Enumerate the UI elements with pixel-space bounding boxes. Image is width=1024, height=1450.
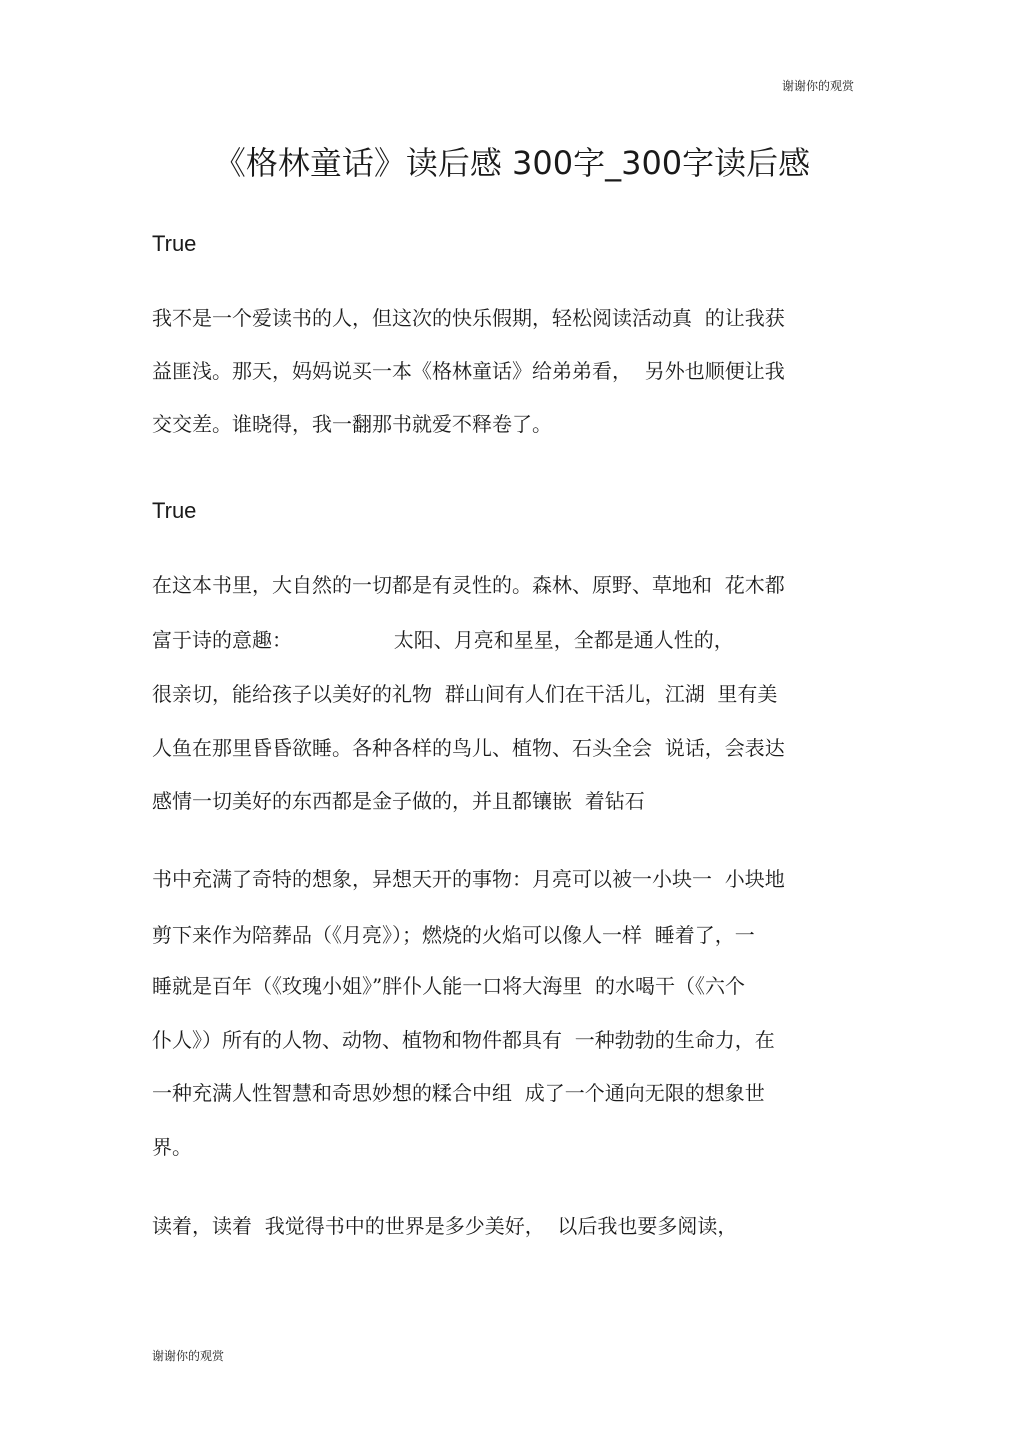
- text-line: 人鱼在那里昏昏欲睡。各种各样的鸟儿、植物、石头全会 说话，会表达: [152, 736, 785, 760]
- text-line: 书中充满了奇特的想象，异想天开的事物：月亮可以被一小块一 小块地: [152, 867, 785, 891]
- text-line: 感情一切美好的东西都是金子做的，并且都镶嵌 着钻石: [152, 789, 645, 813]
- text-line: 读着，读着 我觉得书中的世界是多少美好， 以后我也要多阅读，: [152, 1214, 738, 1238]
- document-title: 《格林童话》读后感 300字_300字读后感: [213, 144, 811, 182]
- text-line: 富于诗的意趣： 太阳、月亮和星星，全都是通人性的，: [152, 628, 734, 652]
- text-line: 在这本书里，大自然的一切都是有灵性的。森林、原野、草地和 花木都: [152, 573, 785, 597]
- header-note: 谢谢你的观赏: [781, 79, 854, 93]
- text-line: 仆人》）所有的人物、动物、植物和物件都具有 一种勃勃的生命力，在: [152, 1028, 775, 1052]
- section-label: True: [152, 231, 197, 256]
- footer-note: 谢谢你的观赏: [152, 1349, 225, 1363]
- text-line: 剪下来作为陪葬品（《月亮》）；燃烧的火焰可以像人一样 睡着了，一: [152, 923, 755, 947]
- text-line: 很亲切，能给孩子以美好的礼物 群山间有人们在干活儿，江湖 里有美: [152, 682, 778, 706]
- text-line: 交交差。谁晓得，我一翻那书就爱不释卷了。: [152, 412, 552, 436]
- text-line: 睡就是百年（《玫瑰小姐》”胖仆人能一口将大海里 的水喝干（《六个: [152, 974, 745, 998]
- section-label: True: [152, 498, 197, 523]
- text-line: 我不是一个爱读书的人，但这次的快乐假期，轻松阅读活动真 的让我获: [152, 306, 785, 330]
- text-line: 界。: [152, 1135, 192, 1159]
- text-line: 一种充满人性智慧和奇思妙想的糅合中组 成了一个通向无限的想象世: [152, 1081, 765, 1105]
- text-line: 益匪浅。那天，妈妈说买一本《格林童话》给弟弟看， 另外也顺便让我: [152, 359, 785, 383]
